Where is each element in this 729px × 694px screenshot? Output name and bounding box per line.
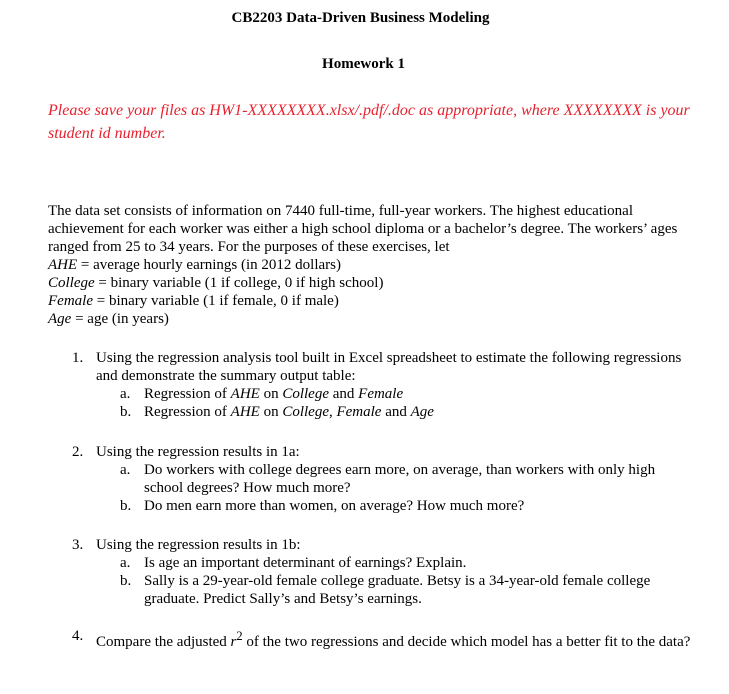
text-part: Regression of bbox=[144, 386, 231, 402]
sub-letter: a. bbox=[120, 555, 131, 571]
sub-text: Do men earn more than women, on average? How much more? bbox=[144, 498, 525, 514]
text-part: Compare the adjusted bbox=[96, 634, 231, 650]
definition-age bbox=[48, 310, 698, 328]
question-text bbox=[96, 627, 692, 651]
question-number: 3. bbox=[72, 537, 84, 553]
intro-section bbox=[48, 202, 698, 328]
sub-text bbox=[144, 385, 692, 403]
var-name: Female bbox=[358, 386, 404, 402]
intro-paragraph: The data set consists of information on 7440 full-time, full-year workers. The highest educational achievement for each worker was either a high school diploma or a bachelor’s degree. The workers’ ages ranged from 25 to 34 years. For the purposes of these exercises, let bbox=[48, 203, 678, 255]
sub-text: Is age an important determinant of earnings? Explain. bbox=[144, 555, 467, 571]
math-symbol: r bbox=[230, 634, 237, 650]
sub-letter: b. bbox=[120, 573, 132, 589]
question-4 bbox=[72, 627, 692, 651]
var-desc: = binary variable (1 if female, 0 if male) bbox=[92, 293, 339, 309]
question-number: 4. bbox=[72, 628, 84, 644]
question-1a bbox=[120, 385, 692, 403]
definition-ahe bbox=[48, 256, 698, 274]
superscript: 2 bbox=[236, 629, 243, 643]
sub-letter: b. bbox=[120, 404, 132, 420]
text-part: on bbox=[259, 386, 283, 402]
var-name: Age bbox=[48, 311, 72, 327]
var-name: Female bbox=[336, 404, 382, 420]
submission-note: Please save your files as HW1-XXXXXXXX.xlsx/.pdf/.doc as appropriate, where XXXXXXXX is your student id number. bbox=[48, 102, 690, 142]
var-name: AHE bbox=[230, 404, 260, 420]
question-3 bbox=[72, 536, 692, 608]
question-2a bbox=[120, 461, 692, 497]
sub-text bbox=[144, 403, 692, 421]
text-part: , bbox=[328, 404, 337, 420]
question-text: Using the regression results in 1b: bbox=[96, 537, 301, 553]
text-part: of the two regressions and decide which model has a better fit to the data? bbox=[242, 634, 691, 650]
var-name: AHE bbox=[230, 386, 260, 402]
question-2b bbox=[120, 497, 692, 515]
text-part: and bbox=[381, 404, 411, 420]
definition-female bbox=[48, 292, 698, 310]
var-name: Age bbox=[410, 404, 434, 420]
text-part: Regression of bbox=[144, 404, 231, 420]
sub-letter: a. bbox=[120, 462, 131, 478]
definition-college bbox=[48, 274, 698, 292]
sub-text: Sally is a 29-year-old female college graduate. Betsy is a 34-year-old female college graduate. Predict Sally’s and Betsy’s earnings. bbox=[144, 573, 651, 607]
question-3a bbox=[120, 554, 692, 572]
text-part: and bbox=[328, 386, 359, 402]
var-name: AHE bbox=[48, 257, 78, 273]
question-1b bbox=[120, 403, 692, 421]
var-desc: = binary variable (1 if college, 0 if high school) bbox=[94, 275, 384, 291]
var-name: College bbox=[282, 404, 329, 420]
var-name: Female bbox=[48, 293, 93, 309]
sub-letter: b. bbox=[120, 498, 132, 514]
course-title: CB2203 Data-Driven Business Modeling bbox=[231, 10, 490, 26]
question-3b bbox=[120, 572, 692, 608]
question-number: 2. bbox=[72, 444, 84, 460]
homework-title: Homework 1 bbox=[322, 56, 405, 72]
var-name: College bbox=[282, 386, 329, 402]
question-1 bbox=[72, 349, 692, 421]
sub-letter: a. bbox=[120, 386, 131, 402]
var-desc: = age (in years) bbox=[71, 311, 169, 327]
sub-text: Do workers with college degrees earn more, on average, than workers with only high school degrees? How much more? bbox=[144, 462, 656, 496]
var-desc: = average hourly earnings (in 2012 dollars) bbox=[77, 257, 341, 273]
question-number: 1. bbox=[72, 350, 84, 366]
question-text: Using the regression analysis tool built in Excel spreadsheet to estimate the following regressions and demonstrate the summary output table: bbox=[96, 350, 682, 384]
question-text: Using the regression results in 1a: bbox=[96, 444, 300, 460]
var-name: College bbox=[48, 275, 95, 291]
text-part: on bbox=[259, 404, 283, 420]
question-2 bbox=[72, 443, 692, 515]
